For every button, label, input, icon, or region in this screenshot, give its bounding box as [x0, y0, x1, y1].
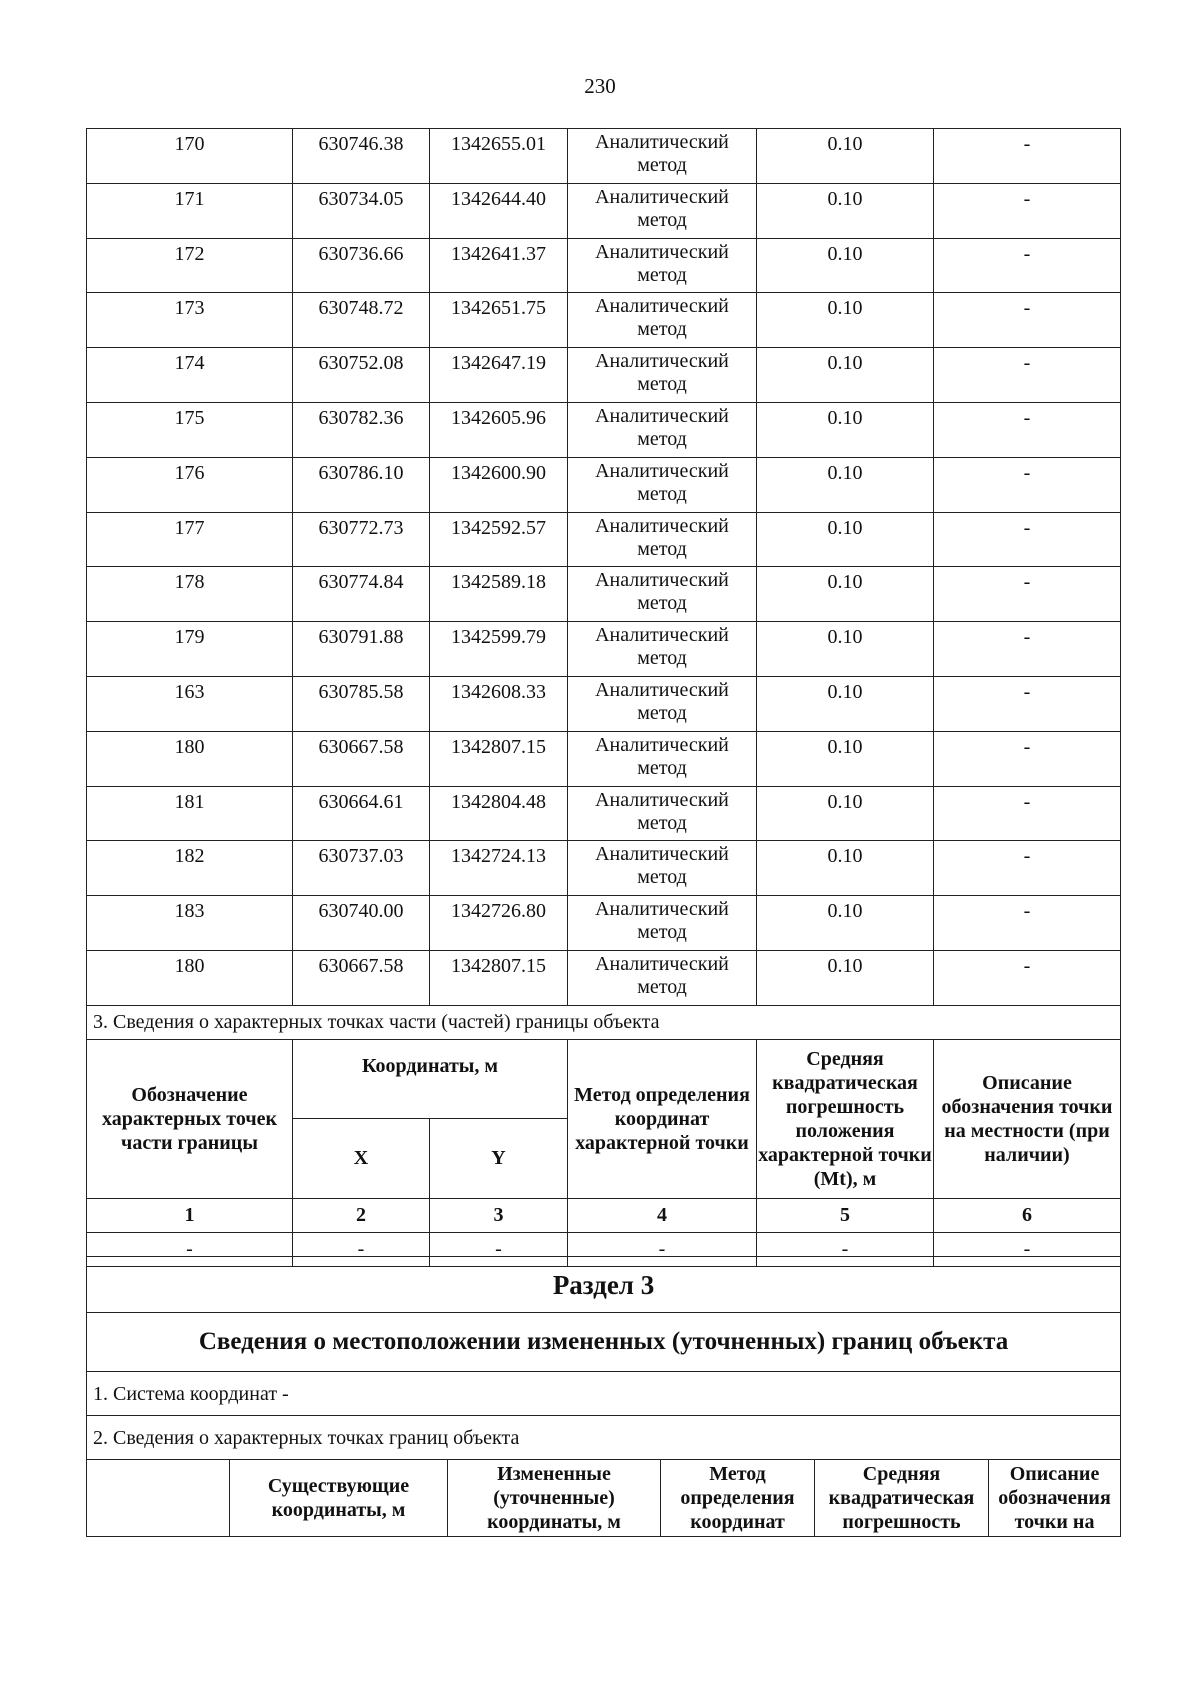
x-coordinate-cell: 630737.03 — [293, 841, 430, 896]
table-row — [87, 786, 1121, 841]
accuracy-cell: 0.10 — [757, 183, 934, 238]
column-number: 2 — [293, 1198, 430, 1232]
empty-cell: - — [757, 1232, 934, 1266]
table-row — [87, 238, 1121, 293]
table-row — [87, 567, 1121, 622]
table-row — [87, 622, 1121, 677]
description-cell: - — [934, 512, 1121, 567]
y-coordinate-cell: 1342804.48 — [430, 786, 568, 841]
y-coordinate-cell: 1342651.75 — [430, 293, 568, 348]
description-cell: - — [934, 731, 1121, 786]
accuracy-cell: 0.10 — [757, 348, 934, 403]
header-method: Метод определения координат характерной точки — [568, 1039, 757, 1198]
accuracy-cell: 0.10 — [757, 293, 934, 348]
table-row — [87, 950, 1121, 1005]
page-number: 230 — [584, 74, 616, 98]
point-number-cell: 176 — [87, 457, 293, 512]
empty-cell: - — [87, 1232, 293, 1266]
accuracy-cell: 0.10 — [757, 567, 934, 622]
header-coordinates: Координаты, м — [293, 1039, 568, 1118]
x-coordinate-cell: 630734.05 — [293, 183, 430, 238]
y-coordinate-cell: 1342641.37 — [430, 238, 568, 293]
point-number-cell: 172 — [87, 238, 293, 293]
table-row — [87, 512, 1121, 567]
accuracy-cell: 0.10 — [757, 402, 934, 457]
method-cell: Аналитический метод — [568, 622, 757, 677]
header-blank — [87, 1460, 230, 1537]
part-section-heading: 3. Сведения о характерных точках части (частей) границы объекта — [87, 1005, 1121, 1039]
method-cell: Аналитический метод — [568, 676, 757, 731]
x-coordinate-cell: 630752.08 — [293, 348, 430, 403]
x-coordinate-cell: 630746.38 — [293, 129, 430, 184]
header-description: Описание обозначения точки на — [989, 1460, 1121, 1537]
point-number-cell: 177 — [87, 512, 293, 567]
description-cell: - — [934, 786, 1121, 841]
method-cell: Аналитический метод — [568, 841, 757, 896]
x-coordinate-cell: 630736.66 — [293, 238, 430, 293]
table-row — [87, 402, 1121, 457]
accuracy-cell: 0.10 — [757, 676, 934, 731]
points-heading: 2. Сведения о характерных точках границ объекта — [87, 1416, 1121, 1460]
point-number-cell: 174 — [87, 348, 293, 403]
table-row — [87, 676, 1121, 731]
accuracy-cell: 0.10 — [757, 786, 934, 841]
boundary-points-table — [86, 128, 1121, 1267]
empty-cell: - — [568, 1232, 757, 1266]
point-number-cell: 171 — [87, 183, 293, 238]
description-cell: - — [934, 402, 1121, 457]
table-row — [87, 731, 1121, 786]
empty-cell: - — [293, 1232, 430, 1266]
method-cell: Аналитический метод — [568, 950, 757, 1005]
x-coordinate-cell: 630791.88 — [293, 622, 430, 677]
y-coordinate-cell: 1342608.33 — [430, 676, 568, 731]
point-number-cell: 182 — [87, 841, 293, 896]
method-cell: Аналитический метод — [568, 512, 757, 567]
section-title: Раздел 3 — [87, 1257, 1121, 1313]
accuracy-cell: 0.10 — [757, 512, 934, 567]
x-coordinate-cell: 630667.58 — [293, 731, 430, 786]
description-cell: - — [934, 129, 1121, 184]
y-coordinate-cell: 1342599.79 — [430, 622, 568, 677]
point-number-cell: 175 — [87, 402, 293, 457]
column-number: 5 — [757, 1198, 934, 1232]
point-number-cell: 183 — [87, 896, 293, 951]
column-number: 1 — [87, 1198, 293, 1232]
y-coordinate-cell: 1342724.13 — [430, 841, 568, 896]
method-cell: Аналитический метод — [568, 731, 757, 786]
method-cell: Аналитический метод — [568, 348, 757, 403]
header-x: X — [293, 1118, 430, 1198]
x-coordinate-cell: 630740.00 — [293, 896, 430, 951]
method-cell: Аналитический метод — [568, 786, 757, 841]
header-point-designation: Обозначение характерных точек части границы — [87, 1039, 293, 1198]
header-accuracy: Средняя квадратическая погрешность положения характерной точки (Mt), м — [757, 1039, 934, 1198]
method-cell: Аналитический метод — [568, 129, 757, 184]
empty-cell: - — [934, 1232, 1121, 1266]
point-number-cell: 163 — [87, 676, 293, 731]
description-cell: - — [934, 457, 1121, 512]
y-coordinate-cell: 1342655.01 — [430, 129, 568, 184]
accuracy-cell: 0.10 — [757, 129, 934, 184]
header-accuracy: Средняя квадратическая погрешность — [815, 1460, 989, 1537]
accuracy-cell: 0.10 — [757, 457, 934, 512]
table-row — [87, 293, 1121, 348]
coordinate-system: 1. Система координат - — [87, 1372, 1121, 1416]
x-coordinate-cell: 630785.58 — [293, 676, 430, 731]
y-coordinate-cell: 1342605.96 — [430, 402, 568, 457]
x-coordinate-cell: 630664.61 — [293, 786, 430, 841]
method-cell: Аналитический метод — [568, 896, 757, 951]
method-cell: Аналитический метод — [568, 457, 757, 512]
x-coordinate-cell: 630782.36 — [293, 402, 430, 457]
section3-table — [86, 1256, 1121, 1537]
point-number-cell: 173 — [87, 293, 293, 348]
description-cell: - — [934, 567, 1121, 622]
point-number-cell: 180 — [87, 731, 293, 786]
point-number-cell: 180 — [87, 950, 293, 1005]
accuracy-cell: 0.10 — [757, 841, 934, 896]
column-number: 4 — [568, 1198, 757, 1232]
table-row — [87, 457, 1121, 512]
header-changed-coordinates: Измененные (уточненные) координаты, м — [448, 1460, 661, 1537]
method-cell: Аналитический метод — [568, 238, 757, 293]
accuracy-cell: 0.10 — [757, 622, 934, 677]
description-cell: - — [934, 896, 1121, 951]
y-coordinate-cell: 1342726.80 — [430, 896, 568, 951]
accuracy-cell: 0.10 — [757, 238, 934, 293]
point-number-cell: 181 — [87, 786, 293, 841]
description-cell: - — [934, 841, 1121, 896]
x-coordinate-cell: 630772.73 — [293, 512, 430, 567]
description-cell: - — [934, 676, 1121, 731]
x-coordinate-cell: 630667.58 — [293, 950, 430, 1005]
table-row — [87, 896, 1121, 951]
y-coordinate-cell: 1342600.90 — [430, 457, 568, 512]
column-number: 3 — [430, 1198, 568, 1232]
y-coordinate-cell: 1342807.15 — [430, 950, 568, 1005]
method-cell: Аналитический метод — [568, 402, 757, 457]
table-row — [87, 129, 1121, 184]
description-cell: - — [934, 950, 1121, 1005]
table-row — [87, 841, 1121, 896]
description-cell: - — [934, 348, 1121, 403]
y-coordinate-cell: 1342644.40 — [430, 183, 568, 238]
x-coordinate-cell: 630786.10 — [293, 457, 430, 512]
empty-cell: - — [430, 1232, 568, 1266]
accuracy-cell: 0.10 — [757, 896, 934, 951]
description-cell: - — [934, 183, 1121, 238]
method-cell: Аналитический метод — [568, 567, 757, 622]
y-coordinate-cell: 1342647.19 — [430, 348, 568, 403]
description-cell: - — [934, 293, 1121, 348]
column-number: 6 — [934, 1198, 1121, 1232]
x-coordinate-cell: 630748.72 — [293, 293, 430, 348]
description-cell: - — [934, 238, 1121, 293]
table-row — [87, 183, 1121, 238]
method-cell: Аналитический метод — [568, 183, 757, 238]
y-coordinate-cell: 1342589.18 — [430, 567, 568, 622]
header-description: Описание обозначения точки на местности (при наличии) — [934, 1039, 1121, 1198]
table-row — [87, 348, 1121, 403]
point-number-cell: 179 — [87, 622, 293, 677]
x-coordinate-cell: 630774.84 — [293, 567, 430, 622]
section-subtitle: Сведения о местоположении измененных (уточненных) границ объекта — [87, 1313, 1121, 1372]
y-coordinate-cell: 1342807.15 — [430, 731, 568, 786]
description-cell: - — [934, 622, 1121, 677]
method-cell: Аналитический метод — [568, 293, 757, 348]
accuracy-cell: 0.10 — [757, 950, 934, 1005]
header-method: Метод определения координат — [661, 1460, 815, 1537]
point-number-cell: 170 — [87, 129, 293, 184]
header-existing-coordinates: Существующие координаты, м — [230, 1460, 448, 1537]
header-y: Y — [430, 1118, 568, 1198]
y-coordinate-cell: 1342592.57 — [430, 512, 568, 567]
point-number-cell: 178 — [87, 567, 293, 622]
accuracy-cell: 0.10 — [757, 731, 934, 786]
